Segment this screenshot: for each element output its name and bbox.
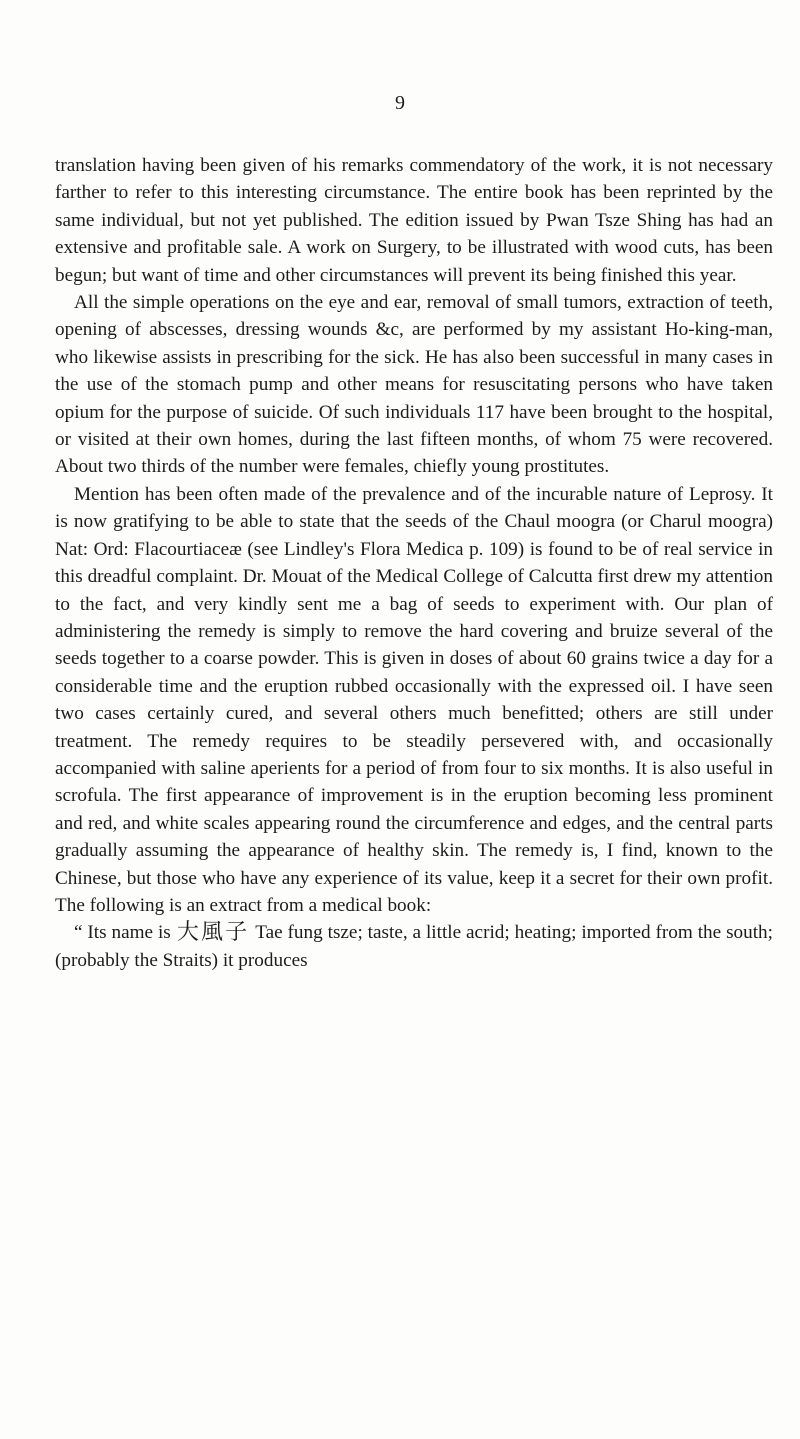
quote-tail: Tae fung tsze; taste, a little acrid; heating; imported from the south; (probably the Straits) it produces xyxy=(55,922,773,971)
page-number: 9 xyxy=(395,92,405,114)
body-text xyxy=(55,152,773,974)
paragraph-leprosy: Mention has been often made of the prevalence and of the incurable nature of Leprosy. It is now gratifying to be able to state that the seeds of the Chaul moogra (or Charul moogra) Nat: Ord: Flacourtiaceæ (see Lindley's Flora Medica p. 109) is found to be of real service in this dreadful complaint. Dr. Mouat of the Medical College of Calcutta first drew my attention to the fact, and very kindly sent me a bag of seeds to experiment with. Our plan of administering the remedy is simply to remove the hard covering and bruize several of the seeds together to a coarse powder. This is given in doses of about 60 grains twice a day for a considerable time and the eruption rubbed occasionally with the expressed oil. I have seen two cases certainly cured, and several others much benefitted; others are still under treatment. The remedy requires to be steadily persevered with, and occasionally accompanied with saline aperients for a period of from four to six months. It is also useful in scrofula. The first appearance of improvement is in the eruption becoming less prominent and red, and white scales appearing round the circumference and edges, and the central parts gradually assuming the appearance of healthy skin. The remedy is, I find, known to the Chinese, but those who have any experience of its value, keep it a secret for their own profit. The following is an extract from a medical book: xyxy=(55,483,773,916)
paragraph-translation: translation having been given of his remarks commendatory of the work, it is not necessary farther to refer to this interesting circumstance. The entire book has been reprinted by the same individual, but not yet published. The edition issued by Pwan Tsze Shing has had an extensive and profitable sale. A work on Surgery, to be illustrated with wood cuts, has been begun; but want of time and other circumstances will prevent its being finished this year. xyxy=(55,155,773,286)
chinese-characters: 大風子 xyxy=(176,920,250,946)
paragraph-operations: All the simple operations on the eye and ear, removal of small tumors, extraction of teeth, opening of abscesses, dressing wounds &c, are performed by my assistant Ho-king-man, who likewise assists in prescribing for the sick. He has also been successful in many cases in the use of the stomach pump and other means for resuscitating persons who have taken opium for the purpose of suicide. Of such individuals 117 have been brought to the hospital, or visited at their own homes, during the last fifteen months, of whom 75 were recovered. About two thirds of the number were females, chiefly young prostitutes. xyxy=(55,292,773,478)
paragraph-quote xyxy=(55,919,773,974)
quote-lead: “ Its name is xyxy=(74,922,171,944)
